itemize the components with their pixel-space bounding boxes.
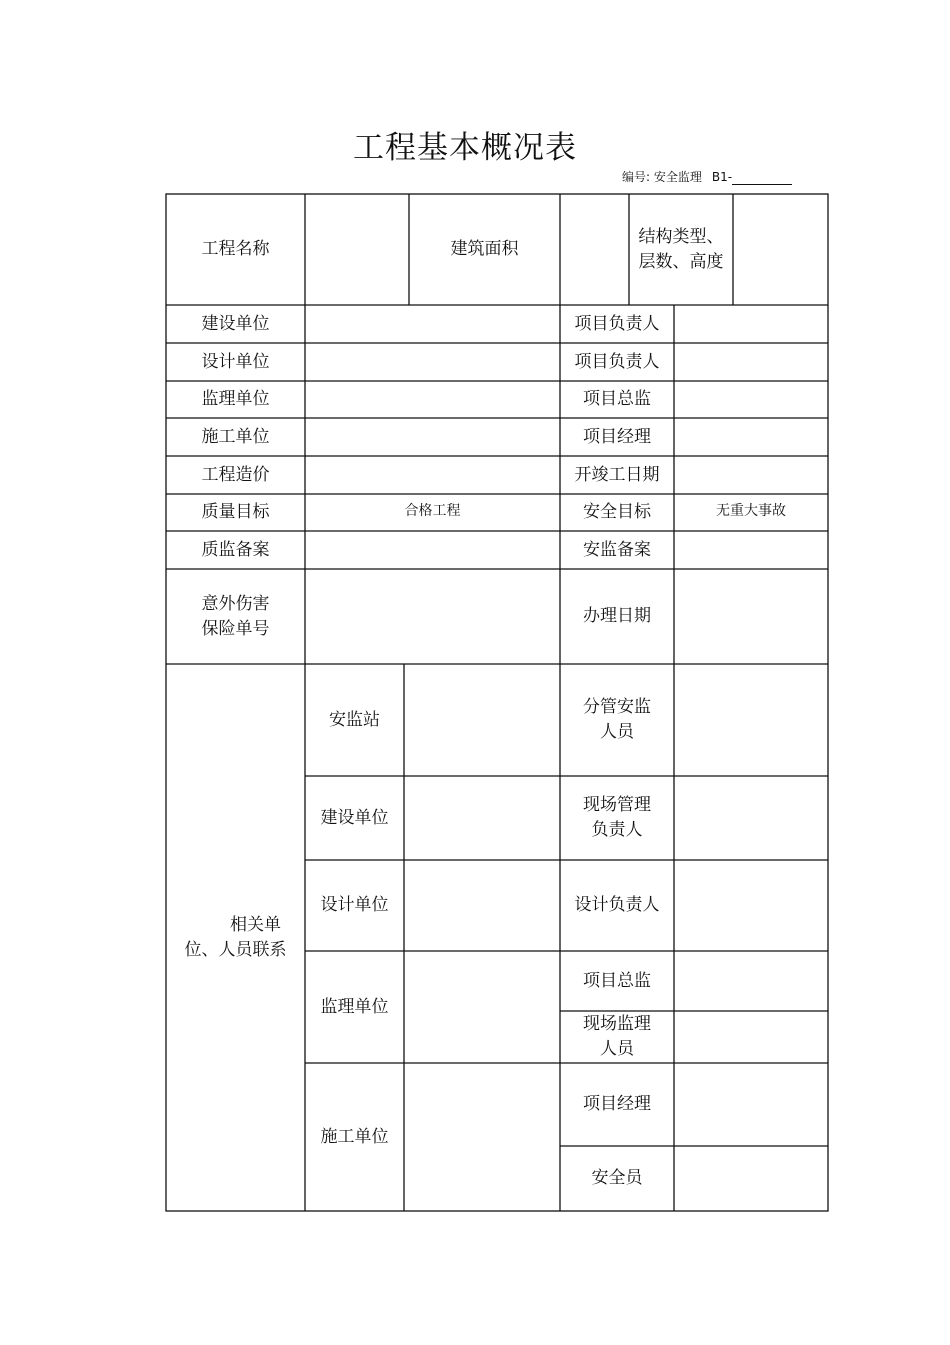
insurance-label-line1: 意外伤害 <box>201 593 270 614</box>
role-line2: 负责人 <box>591 820 643 840</box>
structure-type-label-line2: 层数、高度 <box>638 251 724 272</box>
insurance-number-value[interactable] <box>305 569 560 664</box>
contact-role-chief-supervisor: 项目总监 <box>583 970 651 991</box>
row-value-project-cost[interactable] <box>305 456 560 494</box>
project-name-value[interactable] <box>305 194 409 305</box>
contact-role-site-supervisor <box>560 1011 674 1063</box>
row-value-project-manager[interactable] <box>674 418 828 456</box>
processing-date-label: 办理日期 <box>583 606 651 626</box>
contacts-label-line1: 相关单 <box>230 914 281 935</box>
contact-role-safety-officer: 安全员 <box>591 1168 643 1188</box>
contact-role-value-design-lead[interactable] <box>674 860 828 951</box>
form-number-value: B1- <box>711 170 733 184</box>
contact-value-contractor[interactable] <box>404 1063 560 1211</box>
row-label-safety-filing: 安监备案 <box>583 539 651 560</box>
row-value-safety-target[interactable]: 无重大事故 <box>716 503 786 519</box>
row-label-safety-target: 安全目标 <box>583 502 651 522</box>
contact-role-value-site-supervisor[interactable] <box>674 1011 828 1063</box>
row-value-construction-unit[interactable] <box>305 305 560 343</box>
contact-value-construction[interactable] <box>404 776 560 860</box>
role-line1: 现场监理 <box>583 1014 651 1034</box>
contact-role-value-project-manager[interactable] <box>674 1063 828 1146</box>
row-value-project-lead-2[interactable] <box>674 343 828 381</box>
insurance-number-label <box>166 569 305 664</box>
project-name-label: 工程名称 <box>201 239 270 259</box>
row-value-contractor[interactable] <box>305 418 560 456</box>
contact-unit-construction: 建设单位 <box>320 807 389 828</box>
row-label-project-manager: 项目经理 <box>583 426 651 447</box>
document-title: 工程基本概况表 <box>353 130 577 166</box>
structure-type-label-line1: 结构类型、 <box>638 226 724 247</box>
row-label-supervision-unit: 监理单位 <box>201 389 270 409</box>
contact-role-site-manager <box>560 776 674 860</box>
role-line2: 人员 <box>600 722 634 742</box>
insurance-label-line2: 保险单号 <box>201 618 270 639</box>
contact-value-safety-station[interactable] <box>404 664 560 776</box>
row-label-project-lead-2: 项目负责人 <box>574 351 660 372</box>
contacts-label-line2: 位、人员联系 <box>184 939 287 960</box>
contacts-section-label <box>166 664 305 1211</box>
row-label-quality-filing: 质监备案 <box>201 539 270 560</box>
row-value-safety-filing[interactable] <box>674 531 828 569</box>
contact-value-design[interactable] <box>404 860 560 951</box>
building-area-value[interactable] <box>560 194 629 305</box>
row-label-contractor: 施工单位 <box>201 426 270 447</box>
contact-role-safety-staff <box>560 664 674 776</box>
contact-unit-design: 设计单位 <box>320 895 389 915</box>
role-line1: 现场管理 <box>583 795 651 815</box>
contact-unit-contractor: 施工单位 <box>320 1126 389 1147</box>
contact-unit-safety-station: 安监站 <box>329 709 380 730</box>
row-value-supervision-unit[interactable] <box>305 381 560 418</box>
contact-role-project-manager: 项目经理 <box>583 1094 651 1114</box>
row-label-chief-supervisor: 项目总监 <box>583 389 651 409</box>
row-label-project-lead-1: 项目负责人 <box>574 313 660 334</box>
processing-date-value[interactable] <box>674 569 828 664</box>
row-value-chief-supervisor[interactable] <box>674 381 828 418</box>
role-line2: 人员 <box>600 1039 634 1059</box>
role-line1: 分管安监 <box>583 697 651 717</box>
row-label-project-cost: 工程造价 <box>201 464 270 485</box>
form-number-prefix: 编号: 安全监理 <box>622 170 702 184</box>
row-label-design-unit: 设计单位 <box>201 351 270 372</box>
structure-type-value[interactable] <box>733 194 828 305</box>
row-label-construction-unit: 建设单位 <box>201 313 270 334</box>
contact-unit-supervision: 监理单位 <box>320 996 389 1017</box>
contact-role-value-safety-staff[interactable] <box>674 664 828 776</box>
row-label-start-end-date: 开竣工日期 <box>574 464 660 485</box>
row-value-start-end-date[interactable] <box>674 456 828 494</box>
contact-role-value-site-manager[interactable] <box>674 776 828 860</box>
building-area-label: 建筑面积 <box>450 239 519 259</box>
contact-role-value-chief-supervisor[interactable] <box>674 951 828 1011</box>
contact-role-design-lead: 设计负责人 <box>574 895 660 915</box>
row-value-quality-filing[interactable] <box>305 531 560 569</box>
structure-type-label <box>629 194 733 305</box>
row-value-quality-target[interactable]: 合格工程 <box>404 503 461 519</box>
row-label-quality-target: 质量目标 <box>201 502 270 522</box>
contact-role-value-safety-officer[interactable] <box>674 1146 828 1211</box>
contact-value-supervision[interactable] <box>404 951 560 1063</box>
row-value-design-unit[interactable] <box>305 343 560 381</box>
row-value-project-lead-1[interactable] <box>674 305 828 343</box>
